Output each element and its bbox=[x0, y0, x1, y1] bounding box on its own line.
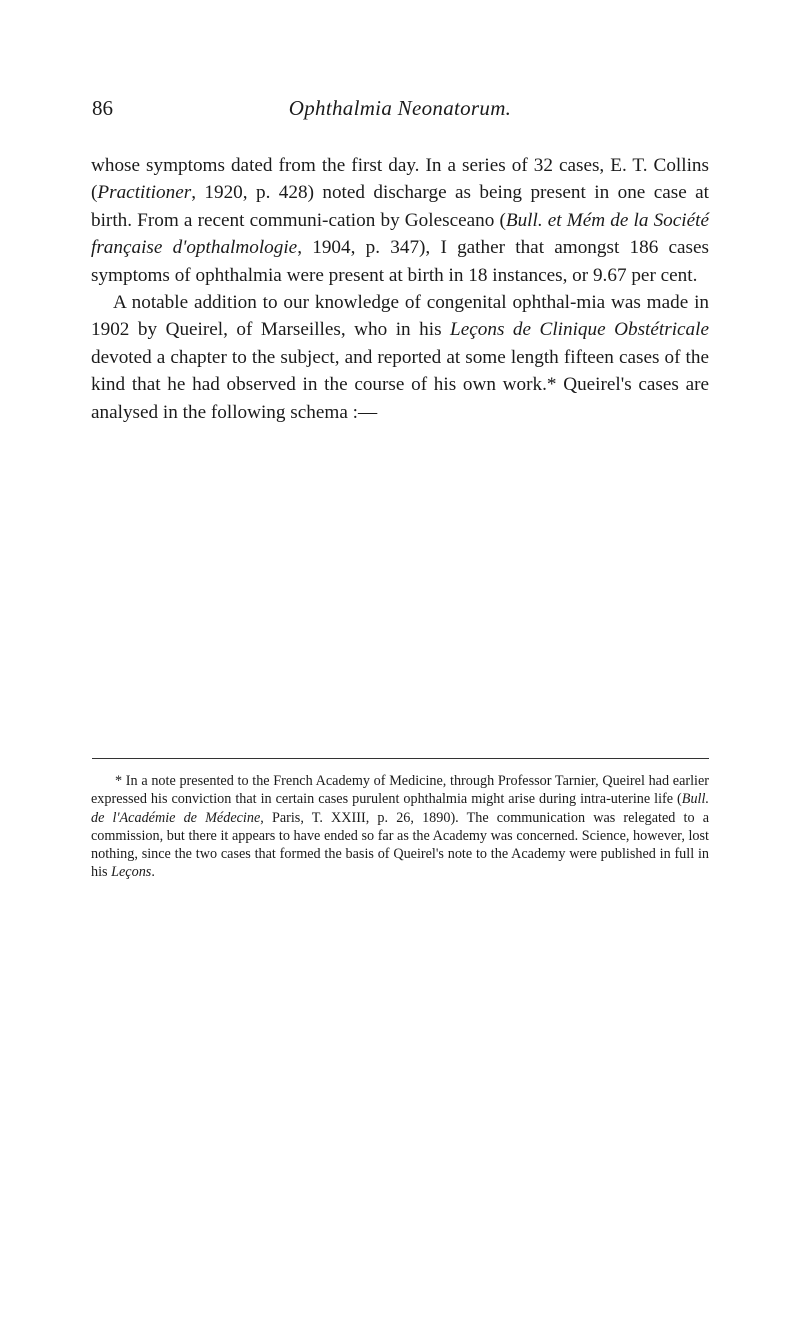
citation-title: Leçons bbox=[111, 864, 152, 881]
text-run: * In a note presented to the French Academy of Medicine, through Professor Tarnier, Queirel had earlier expressed his conviction that in certain cases purulent ophthalmia might arise during intra-uterine life ( bbox=[91, 773, 709, 808]
paragraph-1 bbox=[91, 152, 709, 289]
paragraph-2 bbox=[91, 289, 709, 426]
citation-title: Bull. de l'Académie de Médecine bbox=[91, 791, 709, 826]
citation-title: Practitioner bbox=[97, 182, 192, 204]
footnote-divider bbox=[92, 758, 709, 759]
footnote bbox=[91, 772, 709, 882]
running-title: Ophthalmia Neonatorum. bbox=[288, 96, 512, 120]
text-run: , 1904, p. 347), I gather that amongst 186 cases symptoms of ophthalmia were present at birth in 18 instances, or 9.67 per cent. bbox=[91, 237, 709, 286]
page-number: 86 bbox=[92, 96, 113, 120]
text-run: A notable addition to our knowledge of congenital ophthal-mia was made in 1902 by Queirel, of Marseilles, who in his bbox=[91, 292, 709, 341]
text-run: devoted a chapter to the subject, and reported at some length fifteen cases of the kind that he had observed in the course of his own work.* Queirel's cases are analysed in the following schema :— bbox=[91, 346, 709, 423]
citation-title: Leçons de Clinique Obstétricale bbox=[450, 319, 709, 341]
text-run: , 1920, p. 428) noted discharge as being present in one case at birth. From a recent communi-cation by Golesceano ( bbox=[91, 182, 709, 231]
page-header bbox=[0, 96, 800, 126]
text-run: , Paris, T. XXIII, p. 26, 1890). The communication was relegated to a commission, but there it appears to have ended so far as the Academy was concerned. Science, however, lost nothing, since the two cases that formed the basis of Queirel's note to the Academy were published in full in his bbox=[91, 809, 710, 881]
text-run: whose symptoms dated from the first day. In a series of 32 cases, E. T. Collins ( bbox=[91, 155, 709, 204]
body-text bbox=[91, 152, 709, 426]
citation-title: Bull. et Mém de la Société française d'opthalmologie bbox=[91, 209, 709, 259]
text-run: . bbox=[151, 864, 155, 881]
